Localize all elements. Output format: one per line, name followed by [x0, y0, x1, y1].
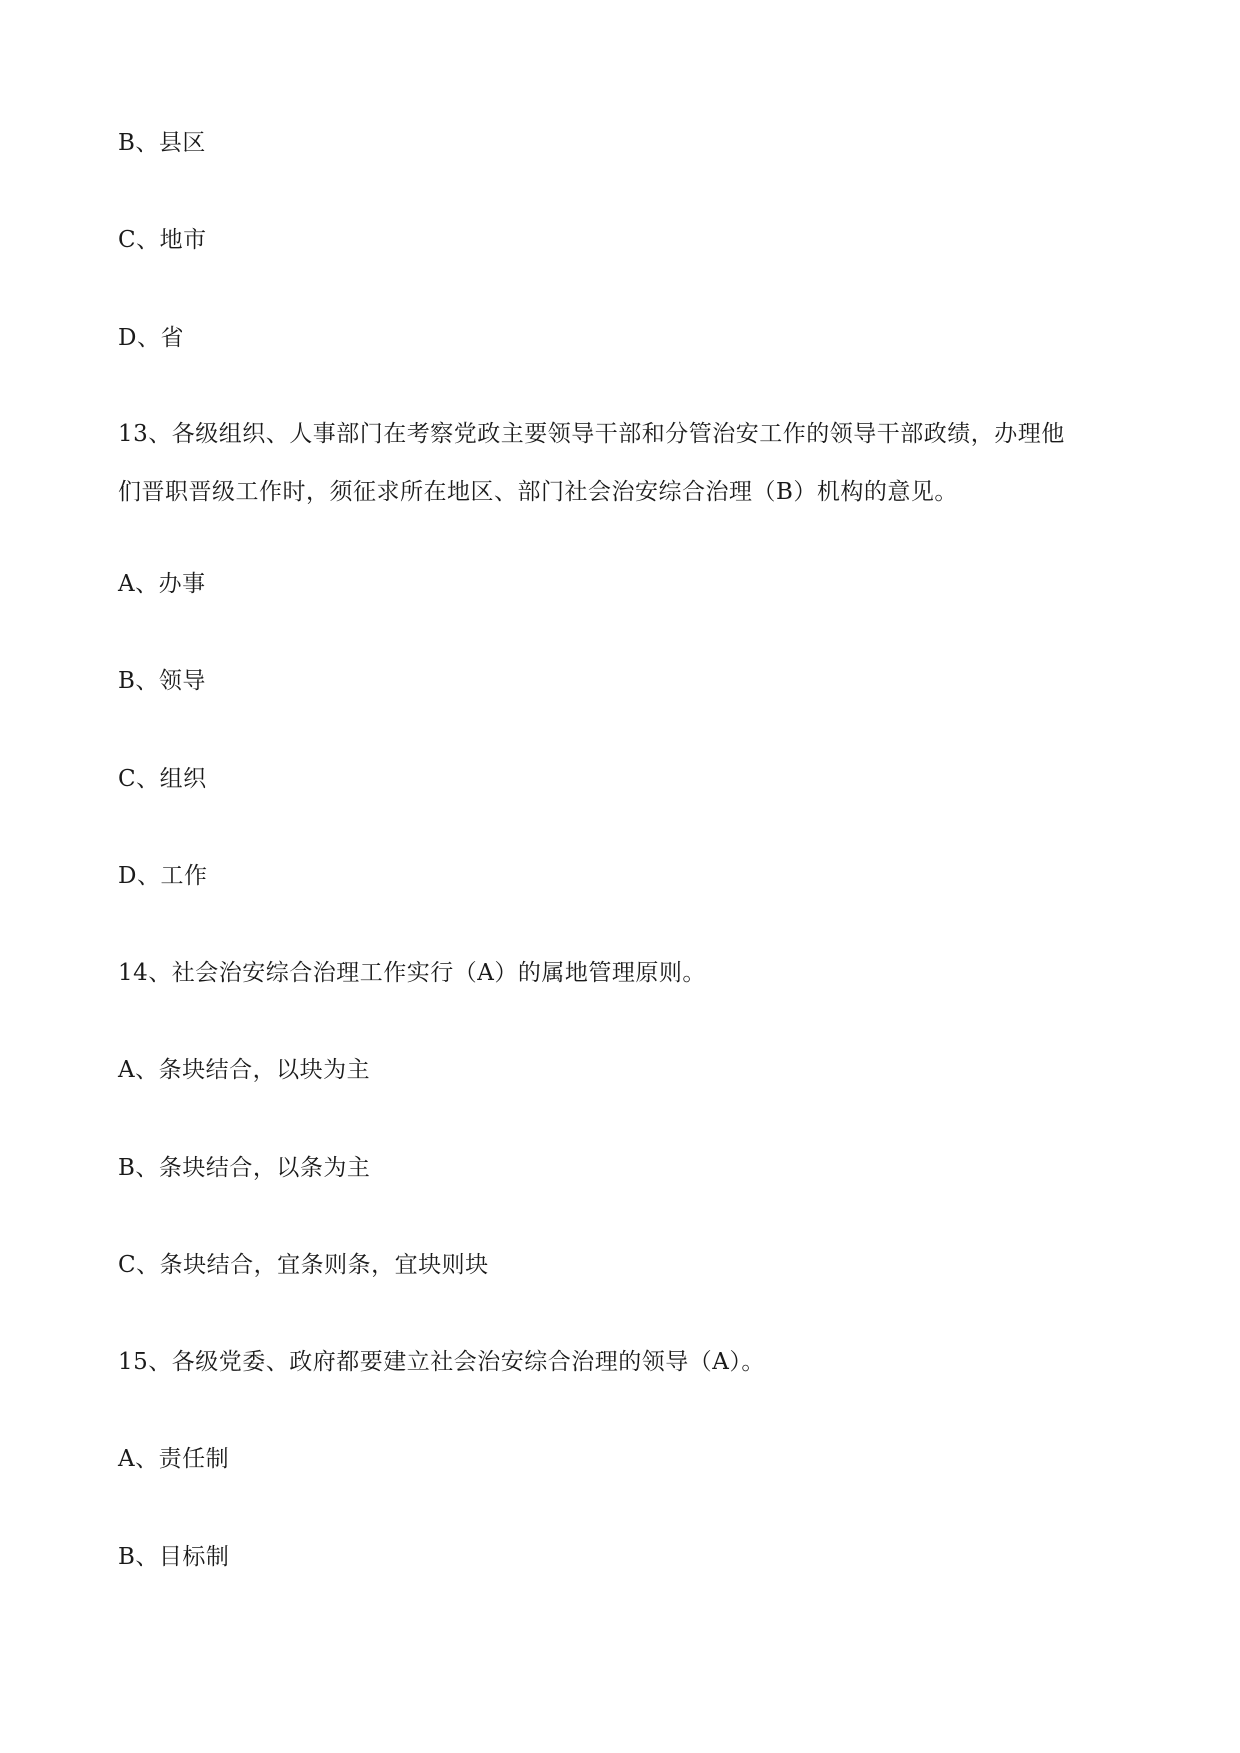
option-q12-c: C、地市 — [118, 227, 207, 253]
question-14 — [118, 955, 1128, 991]
option-q15-a: A、责任制 — [118, 1446, 230, 1472]
option-q14-b: B、条块结合，以条为主 — [118, 1155, 371, 1181]
option-q12-d: D、省 — [118, 325, 184, 351]
option-q15-b: B、目标制 — [118, 1544, 230, 1570]
option-q13-d: D、工作 — [118, 863, 208, 889]
option-q13-b: B、领导 — [118, 668, 206, 694]
option-q14-a: A、条块结合，以块为主 — [118, 1057, 371, 1083]
question-15 — [118, 1344, 1128, 1380]
question-13-line-1: 13、各级组织、人事部门在考察党政主要领导干部和分管治安工作的领导干部政绩，办理他 — [118, 421, 1065, 447]
option-q14-c: C、条块结合，宜条则条，宜块则块 — [118, 1252, 489, 1278]
question-14-line-1: 14、社会治安综合治理工作实行（A）的属地管理原则。 — [118, 960, 706, 986]
option-q13-a: A、办事 — [118, 571, 206, 597]
question-13 — [118, 416, 1128, 510]
option-q13-c: C、组织 — [118, 766, 207, 792]
question-15-line-1: 15、各级党委、政府都要建立社会治安综合治理的领导（A）。 — [118, 1349, 765, 1375]
question-13-line-2: 们晋职晋级工作时，须征求所在地区、部门社会治安综合治理（B）机构的意见。 — [118, 479, 958, 505]
option-q12-b: B、县区 — [118, 130, 206, 156]
